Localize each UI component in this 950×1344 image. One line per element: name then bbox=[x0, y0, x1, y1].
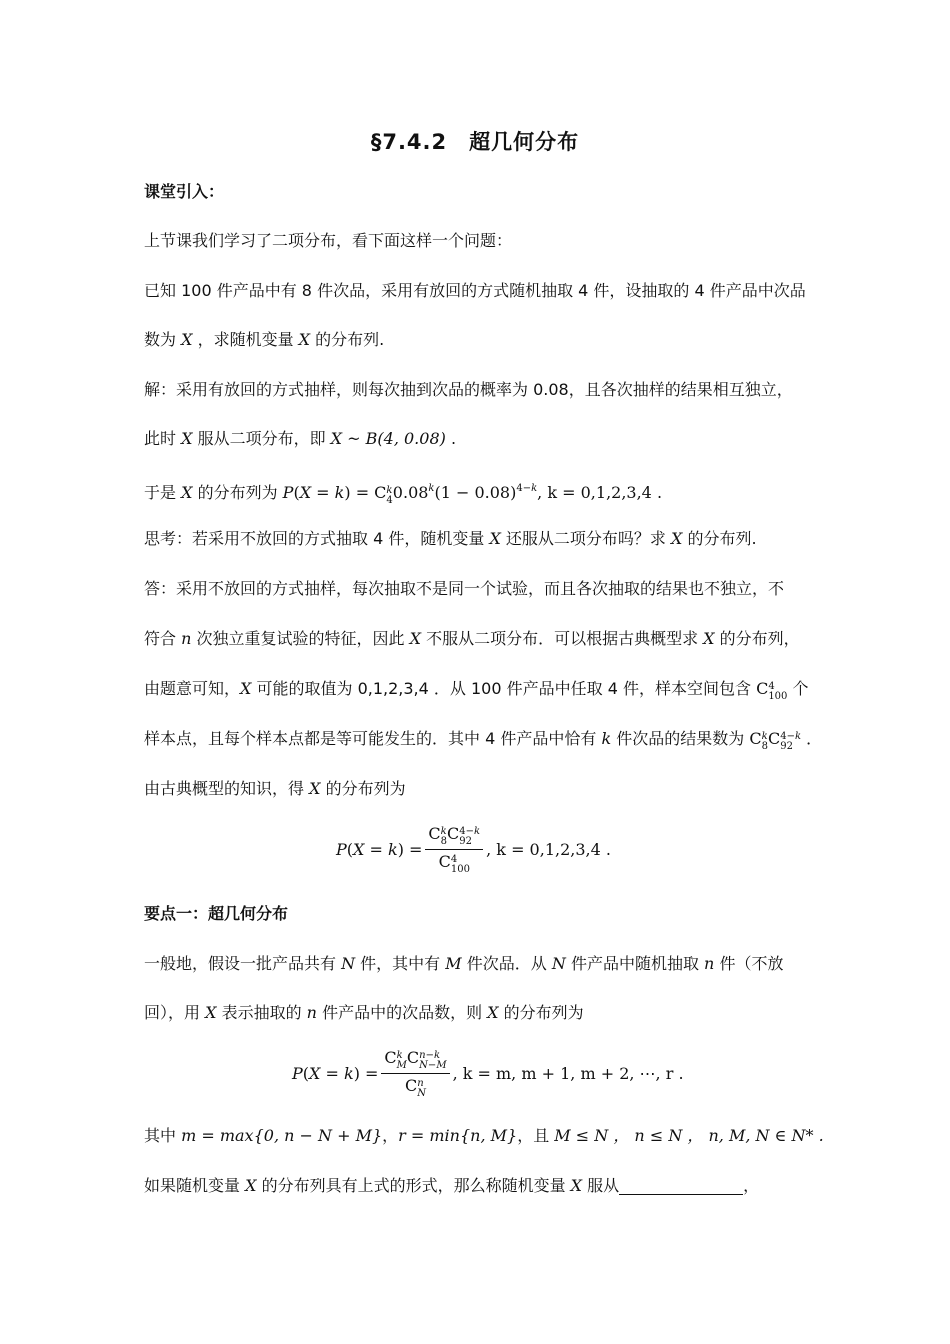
problem-line-1: 已知 100 件产品中有 8 件次品，采用有放回的方式随机抽取 4 件，设抽取的 4 件产品中次品 bbox=[144, 281, 806, 300]
answer-line-3: 由题意可知，X 可能的取值为 0,1,2,3,4 ．从 100 件产品中任取 4 件，样本空间包含 C 4 100 个 bbox=[144, 679, 809, 702]
solution-line-3: 于是 X 的分布列为 P(X = k) = C k 4 $0.08^k(1 - 0.08)^{4-k}$, k = 0,1,2,3,4 . bbox=[144, 483, 663, 506]
binomial-distribution-formula: P(X = k) = C k 4 $0.08^k(1 - 0.08)^{4-k}$ bbox=[282, 483, 538, 506]
keypoint-line-1: 一般地，假设一批产品共有 N 件，其中有 M 件次品．从 N 件产品中随机抽取 n 件（不放 bbox=[144, 954, 784, 973]
solution-line-2: 此时 X 服从二项分布，即 X ~ B(4, 0.08) . bbox=[144, 429, 457, 448]
keypoint-line-4: 如果随机变量 X 的分布列具有上式的形式，那么称随机变量 X 服从 ， bbox=[144, 1176, 760, 1195]
hypergeometric-general-formula: P(X = k) = C k M C n−k N−M C n N , k = m, m + 1, m + 2, ⋯, r . bbox=[292, 1048, 684, 1099]
keypoint-heading: 要点一：超几何分布 bbox=[144, 904, 289, 923]
answer-line-4: 样本点，且每个样本点都是等可能发生的．其中 4 件产品中恰有 k 件次品的结果数为 C k 8 C 4−k 92 ． bbox=[144, 729, 823, 752]
intro-paragraph: 上节课我们学习了二项分布，看下面这样一个问题： bbox=[144, 231, 513, 250]
section-heading-intro: 课堂引入： bbox=[144, 182, 225, 201]
fill-in-blank[interactable] bbox=[619, 1178, 743, 1195]
keypoint-line-3: 其中 m = max{0, n − N + M}，r = min{n, M}，且 M ≤ N ， n ≤ N ， n, M, N ∈ N* . bbox=[144, 1126, 824, 1145]
answer-line-1: 答：采用不放回的方式抽样，每次抽取不是同一个试验，而且各次抽取的结果也不独立，不 bbox=[144, 579, 785, 598]
answer-line-2: 符合 n 次独立重复试验的特征，因此 X 不服从二项分布．可以根据古典概型求 X 的分布列， bbox=[144, 629, 800, 648]
solution-line-1: 解：采用有放回的方式抽样，则每次抽到次品的概率为 0.08，且各次抽样的结果相互独立， bbox=[144, 380, 793, 399]
hypergeometric-example-formula: P(X = k) = C k 8 C 4−k 92 C 4 100 , k = 0,1,2,3,4 . bbox=[336, 824, 611, 875]
binomial-formula: X ~ B(4, 0.08) bbox=[330, 429, 446, 448]
page-title: §7.4.2 超几何分布 bbox=[370, 130, 580, 154]
combination-product: C k 8 C 4−k 92 bbox=[749, 729, 802, 752]
think-line: 思考：若采用不放回的方式抽取 4 件，随机变量 X 还服从二项分布吗？求 X 的分布列. bbox=[144, 529, 757, 548]
problem-line-2: 数为 X ，求随机变量 X 的分布列. bbox=[144, 330, 385, 349]
combination-c-100-4: C 4 100 bbox=[756, 679, 788, 702]
keypoint-line-2: 回），用 X 表示抽取的 n 件产品中的次品数，则 X 的分布列为 bbox=[144, 1003, 584, 1022]
answer-line-5: 由古典概型的知识，得 X 的分布列为 bbox=[144, 779, 406, 798]
